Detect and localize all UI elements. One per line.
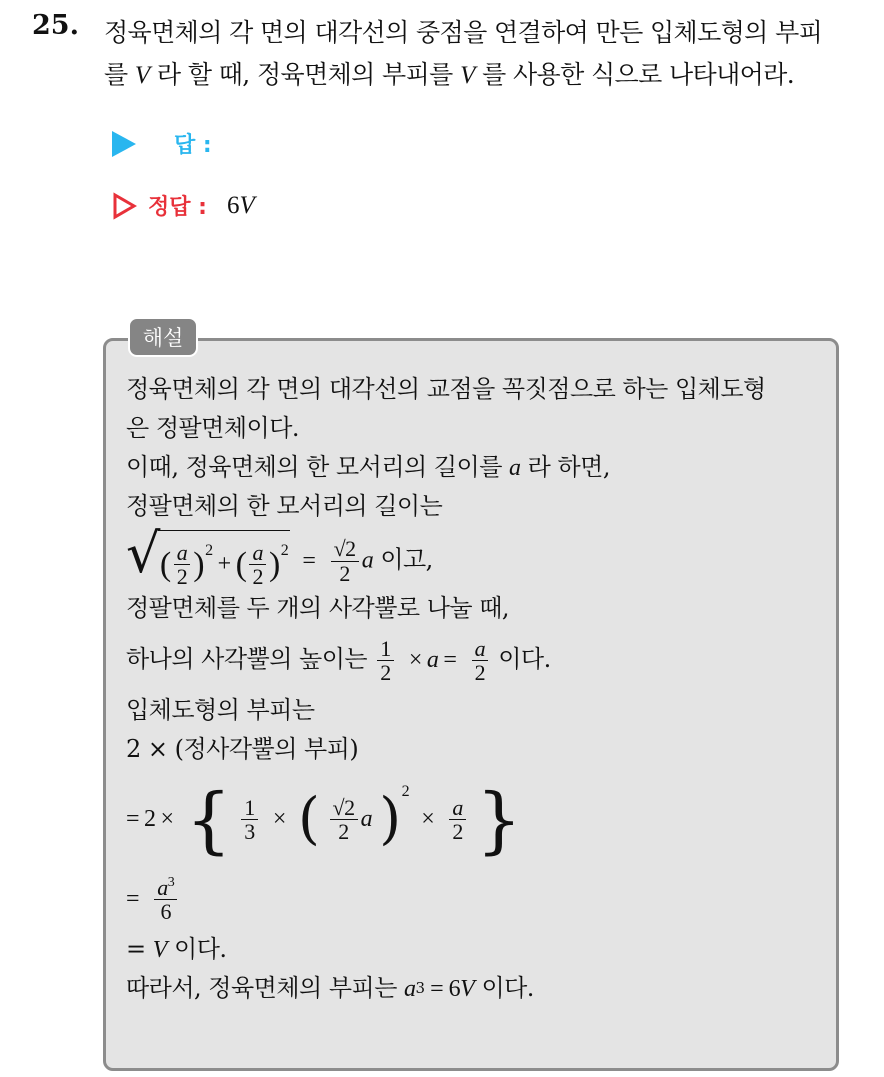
explanation-line: 정육면체의 각 면의 대각선의 교점을 꼭짓점으로 하는 입체도형 (126, 375, 766, 403)
question-line-2: 를 V 라 할 때, 정육면체의 부피를 V 를 사용한 식으로 나타내어라. (104, 60, 795, 89)
volume-formula: = 2 × { $\frac{1}{3}$ × ( $\frac{√2}{2}$ a )$^2$ × $\frac{a}{2}$ } (126, 777, 522, 862)
explanation-line: = V 이다. (126, 935, 227, 963)
explanation-line: 정팔면체를 두 개의 사각뿔로 나눌 때, (126, 594, 510, 622)
explanation-tab: 해설 (128, 317, 198, 357)
explanation-body (126, 370, 832, 1008)
sqrt-expression: √ ( $\frac{a}{2}$ ) 2 + ( $\frac{a}{2}$ ) 2 (126, 526, 290, 596)
correct-answer-label: 정답 : (148, 195, 207, 220)
correct-answer-value: 6V (226, 191, 255, 219)
answer-row (112, 128, 212, 159)
question-line-1: 정육면체의 각 면의 대각선의 중점을 연결하여 만든 입체도형의 부피 (104, 18, 823, 47)
explanation-line: 입체도형의 부피는 (126, 696, 315, 724)
explanation-line: 은 정팔면체이다. (126, 414, 300, 442)
question-text (104, 12, 874, 97)
edge-length-formula: √ ( $\frac{a}{2}$ ) 2 + ( $\frac{a}{2}$ ) 2 = $\frac{√2}{2}$ a 이고, (126, 526, 832, 589)
outline-triangle-icon (112, 192, 138, 220)
explanation-line: 따라서, 정육면체의 부피는 $a^3 = 6V$ 이다. (126, 974, 534, 1002)
question-number: 25. (32, 10, 79, 41)
explanation-line: 이때, 정육면체의 한 모서리의 길이를 a 라 하면, (126, 453, 610, 481)
answer-label: 답 : (174, 133, 212, 158)
volume-result: = $\frac{a^3}{6}$ (126, 867, 832, 930)
explanation-line: 정팔면체의 한 모서리의 길이는 (126, 492, 443, 520)
correct-answer-row (112, 190, 255, 221)
explanation-line: 2 × (정사각뿔의 부피) (126, 735, 359, 763)
play-triangle-icon (112, 131, 136, 157)
height-formula: 하나의 사각뿔의 높이는 $\frac{1}{2}$ × a = $\frac{a}{2}$ 이다. (126, 635, 551, 685)
